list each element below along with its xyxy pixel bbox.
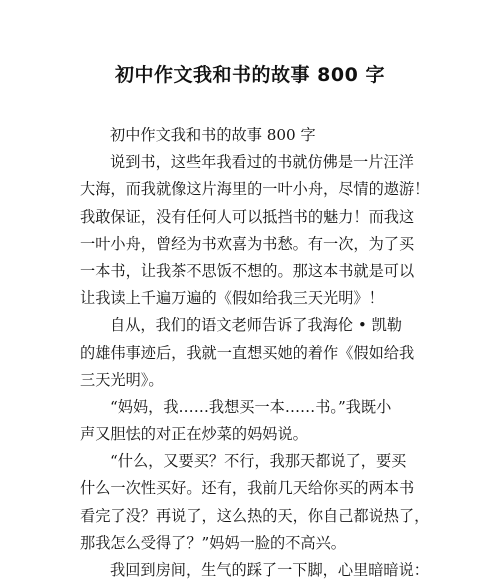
paragraph-line: 说到书，这些年我看过的书就仿佛是一片汪洋 bbox=[110, 153, 414, 172]
paragraph-line: 那我怎么受得了？”妈妈一脸的不高兴。 bbox=[80, 533, 346, 552]
subtitle-line: 初中作文我和书的故事 800 字 bbox=[110, 126, 316, 144]
paragraph-line: 一叶小舟，曾经为书欢喜为书愁。有一次，为了买 bbox=[80, 234, 415, 253]
paragraph-line: 的雄伟事迹后，我就一直想买她的着作《假如给我 bbox=[80, 343, 415, 362]
paragraph-line: 大海，而我就像这片海里的一叶小舟，尽情的遨游！ bbox=[80, 180, 430, 199]
paragraph-line: 声又胆怯的对正在炒菜的妈妈说。 bbox=[80, 425, 308, 444]
paragraph-line: 看完了没？再说了，这么热的天，你自己都说热了， bbox=[80, 506, 430, 525]
paragraph-line: 三天光明》。 bbox=[80, 370, 164, 389]
paragraph-line: “妈妈，我……我想买一本……书。”我既小 bbox=[110, 397, 392, 416]
paragraph-line: 什么一次性买好。还有，我前几天给你买的两本书 bbox=[80, 479, 415, 498]
paragraph-line: 我敢保证，没有任何人可以抵挡书的魅力！而我这 bbox=[80, 207, 415, 226]
document-body bbox=[80, 122, 440, 584]
document-title: 初中作文我和书的故事 800 字 bbox=[115, 64, 385, 86]
paragraph-line: “什么，又要买？不行，我那天都说了，要买 bbox=[110, 452, 407, 471]
paragraph-line: 让我读上千遍万遍的《假如给我三天光明》！ bbox=[80, 289, 384, 308]
paragraph-line: 我回到房间，生气的踩了一下脚，心里暗暗说： bbox=[110, 561, 429, 579]
paragraph-line: 一本书，让我茶不思饭不想的。那这本书就是可以 bbox=[80, 261, 415, 280]
paragraph-line: 自从，我们的语文老师告诉了我海伦 • 凯勒 bbox=[110, 316, 402, 335]
